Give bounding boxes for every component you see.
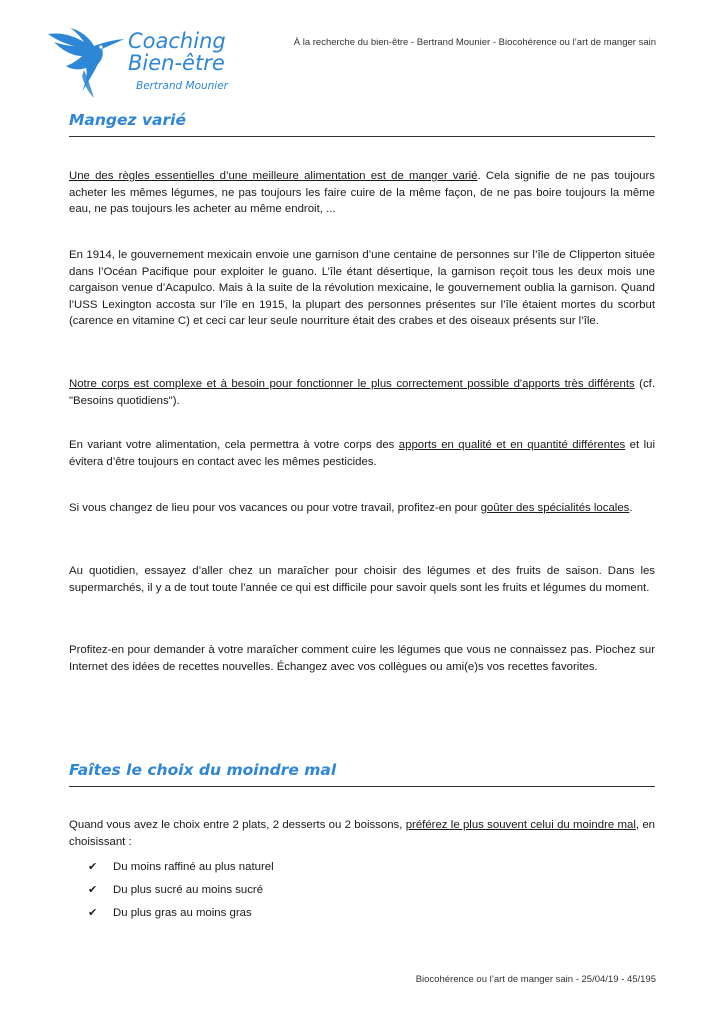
- logo-line-coaching: Coaching: [128, 29, 226, 53]
- paragraph-text: Quand vous avez le choix entre 2 plats, 2 desserts ou 2 boissons,: [69, 819, 406, 831]
- page-footer: Biocohérence ou l’art de manger sain - 25/04/19 - 45/195: [415, 974, 656, 985]
- underlined-text: goûter des spécialités locales: [480, 502, 630, 514]
- list-item-text: Du plus gras au moins gras: [113, 906, 252, 919]
- section-title-mangez-varie: Mangez varié: [69, 110, 655, 137]
- paragraph-intro: [69, 817, 655, 850]
- underlined-text: préférez le plus souvent celui du moindre mal: [405, 819, 636, 831]
- paragraph: [69, 168, 655, 218]
- section-title-moindre-mal: Faîtes le choix du moindre mal: [69, 760, 655, 787]
- logo-line-bien-etre: Bien-être: [128, 51, 225, 75]
- list-item-text: Du plus sucré au moins sucré: [113, 883, 264, 896]
- logo-subtitle: Bertrand Mounier: [136, 80, 228, 92]
- running-header: À la recherche du bien-être - Bertrand Mounier - Biocohérence ou l’art de manger sain: [293, 37, 656, 48]
- checkmark-icon: ✔: [88, 860, 98, 873]
- paragraph-text: , en choisissant :: [69, 819, 656, 848]
- checklist: [88, 855, 274, 924]
- list-item: [88, 855, 274, 878]
- hummingbird-icon: [44, 26, 128, 104]
- logo: [44, 24, 244, 104]
- checkmark-icon: ✔: [88, 883, 98, 896]
- paragraph-text: et lui évitera d’être toujours en contact avec les mêmes pesticides.: [69, 439, 655, 468]
- paragraph: En 1914, le gouvernement mexicain envoie une garnison d’une centaine de personnes sur l’île de Clipperton située dans l’Océan Pacifique pour exploiter le guano. L’île étant désertique, la garnison reçoit tous les deux mois une cargaison venue d’Acapulco. Mais à la suite de la révolution mexicaine, le gouvernement oublia la garnison. Quand l’USS Lexington accosta sur l’île en 1915, la plupart des personnes présentes sur l’île étaient mortes du scorbut (carence en vitamine C) et ceci car leur seule nourriture était des crabes et des oiseaux présents sur l’île.: [69, 249, 655, 328]
- paragraph-text: .: [629, 502, 633, 514]
- paragraph: [69, 500, 655, 517]
- underlined-text: apports en qualité et en quantité différentes: [398, 439, 626, 451]
- paragraph: [69, 376, 655, 409]
- list-item-text: Du moins raffiné au plus naturel: [113, 860, 274, 873]
- underlined-text: Une des règles essentielles d’une meilleure alimentation est de manger varié: [69, 170, 478, 182]
- paragraph-text: Si vous changez de lieu pour vos vacances ou pour votre travail, profitez-en pour: [69, 502, 481, 514]
- paragraph-text: En variant votre alimentation, cela permettra à votre corps des: [69, 439, 399, 451]
- paragraph: Profitez-en pour demander à votre maraîcher comment cuire les légumes que vous ne connaissez pas. Piochez sur Internet des idées de recettes nouvelles. Échangez avec vos collègues ou ami(e)s vos recettes favorites.: [69, 644, 655, 673]
- paragraph: [69, 437, 655, 470]
- paragraph-text: (cf. "Besoins quotidiens").: [69, 378, 655, 407]
- checkmark-icon: ✔: [88, 906, 98, 919]
- list-item: [88, 878, 274, 901]
- paragraph-text: . Cela signifie de ne pas toujours acheter les mêmes légumes, ne pas toujours les faire cuire de la même façon, de ne pas boire toujours la même eau, ne pas toujours les acheter au même endroit, ...: [69, 170, 655, 216]
- paragraph: Au quotidien, essayez d’aller chez un maraîcher pour choisir des légumes et des fruits de saison. Dans les supermarchés, il y a de tout toute l’année ce qui est difficile pour savoir quels sont les fruits et légumes du moment.: [69, 565, 655, 594]
- list-item: [88, 901, 274, 924]
- underlined-text: Notre corps est complexe et à besoin pour fonctionner le plus correctement possible d'apports très différents: [69, 378, 635, 390]
